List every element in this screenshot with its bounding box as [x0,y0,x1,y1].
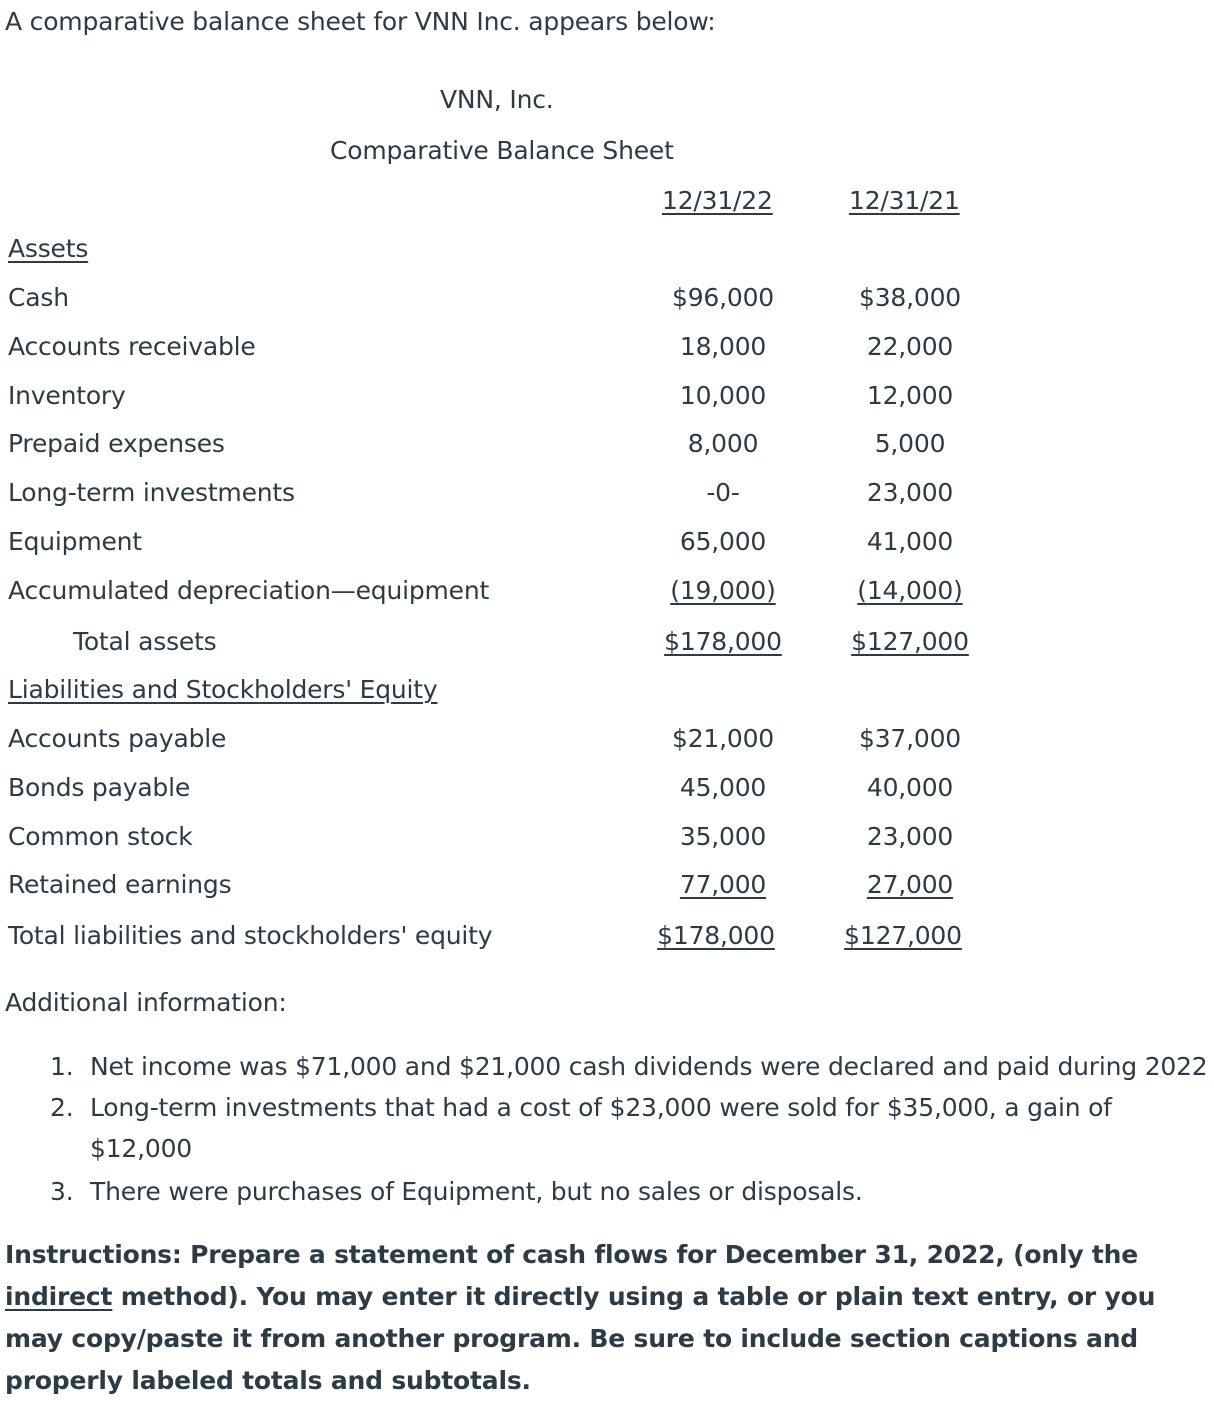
notes-list [50,1046,1214,1212]
total-assets-label: Total assets [73,627,217,656]
row-label: Bonds payable [8,773,191,802]
row-value-2022: $21,000 [672,724,774,753]
instructions-part-1: Instructions: Prepare a statement of cash flows for December 31, 2022, (only the [5,1240,1139,1269]
list-text: Long-term investments that had a cost of $23,000 were sold for $35,000, a gain of $12,000 [90,1093,1112,1163]
row-value-2022: 10,000 [679,381,767,410]
row-value-2022: 8,000 [687,429,759,458]
row-value-2021: 12,000 [866,381,954,410]
row-value-2021: 40,000 [866,773,954,802]
row-value-2022: -0- [706,478,740,507]
underlined-value: 77,000 [679,870,767,899]
row-value-2022: 65,000 [679,527,767,556]
row-value-2021: 41,000 [866,527,954,556]
row-value-2022: 35,000 [679,822,767,851]
list-item [50,1087,1120,1169]
intro-text: A comparative balance sheet for VNN Inc. appears below: [5,7,716,36]
list-item [50,1046,1214,1087]
row-value-2022: 45,000 [679,773,767,802]
row-label: Retained earnings [8,870,232,899]
instructions-text [5,1234,1185,1402]
row-label: Common stock [8,822,193,851]
underlined-value: (19,000) [670,576,776,605]
total-liabilities-label: Total liabilities and stockholders' equity [8,921,493,950]
row-value-2021: 5,000 [874,429,946,458]
row-value-2022 [643,578,803,603]
row-value-2022: 18,000 [679,332,767,361]
additional-info-heading: Additional information: [5,988,287,1017]
row-value-2021: 22,000 [866,332,954,361]
row-label: Equipment [8,527,142,556]
liabilities-heading: Liabilities and Stockholders' Equity [8,675,438,704]
underlined-value: 27,000 [866,870,954,899]
indirect-link[interactable]: indirect [5,1282,113,1311]
total-assets-2022 [643,629,803,654]
underlined-value: $178,000 [664,627,782,656]
row-label: Accounts payable [8,724,227,753]
total-liabilities-2021 [823,923,983,948]
row-value-2022 [643,872,803,897]
row-value-2021: $38,000 [859,283,961,312]
list-text: Net income was $71,000 and $21,000 cash dividends were declared and paid during 2022 [90,1052,1208,1081]
column-header-2022: 12/31/22 [662,186,773,215]
company-name: VNN, Inc. [440,85,554,114]
underlined-value: $127,000 [851,627,969,656]
total-assets-2021 [830,629,990,654]
row-label: Long-term investments [8,478,295,507]
row-label: Cash [8,283,69,312]
row-value-2021: 23,000 [866,822,954,851]
list-text: There were purchases of Equipment, but no sales or disposals. [90,1177,863,1206]
row-value-2022: $96,000 [672,283,774,312]
row-value-2021: 23,000 [866,478,954,507]
row-label: Inventory [8,381,126,410]
row-value-2021 [830,872,990,897]
underlined-value: (14,000) [857,576,963,605]
underlined-value: $178,000 [657,921,775,950]
row-label: Accumulated depreciation—equipment [8,576,490,605]
row-label: Accounts receivable [8,332,256,361]
row-value-2021 [830,578,990,603]
list-number: 3. [50,1177,74,1206]
list-number: 1. [50,1052,74,1081]
row-label: Prepaid expenses [8,429,225,458]
instructions-part-2: method). You may enter it directly using a table or plain text entry, or you may copy/paste it from another program. Be sure to include section captions and properly labeled totals and subtotals. [5,1282,1156,1395]
sheet-title: Comparative Balance Sheet [330,136,674,165]
assets-heading: Assets [8,234,89,263]
total-liabilities-2022 [636,923,796,948]
underlined-value: $127,000 [844,921,962,950]
list-item [50,1171,1214,1212]
column-header-2021: 12/31/21 [849,186,960,215]
list-number: 2. [50,1093,74,1122]
row-value-2021: $37,000 [859,724,961,753]
